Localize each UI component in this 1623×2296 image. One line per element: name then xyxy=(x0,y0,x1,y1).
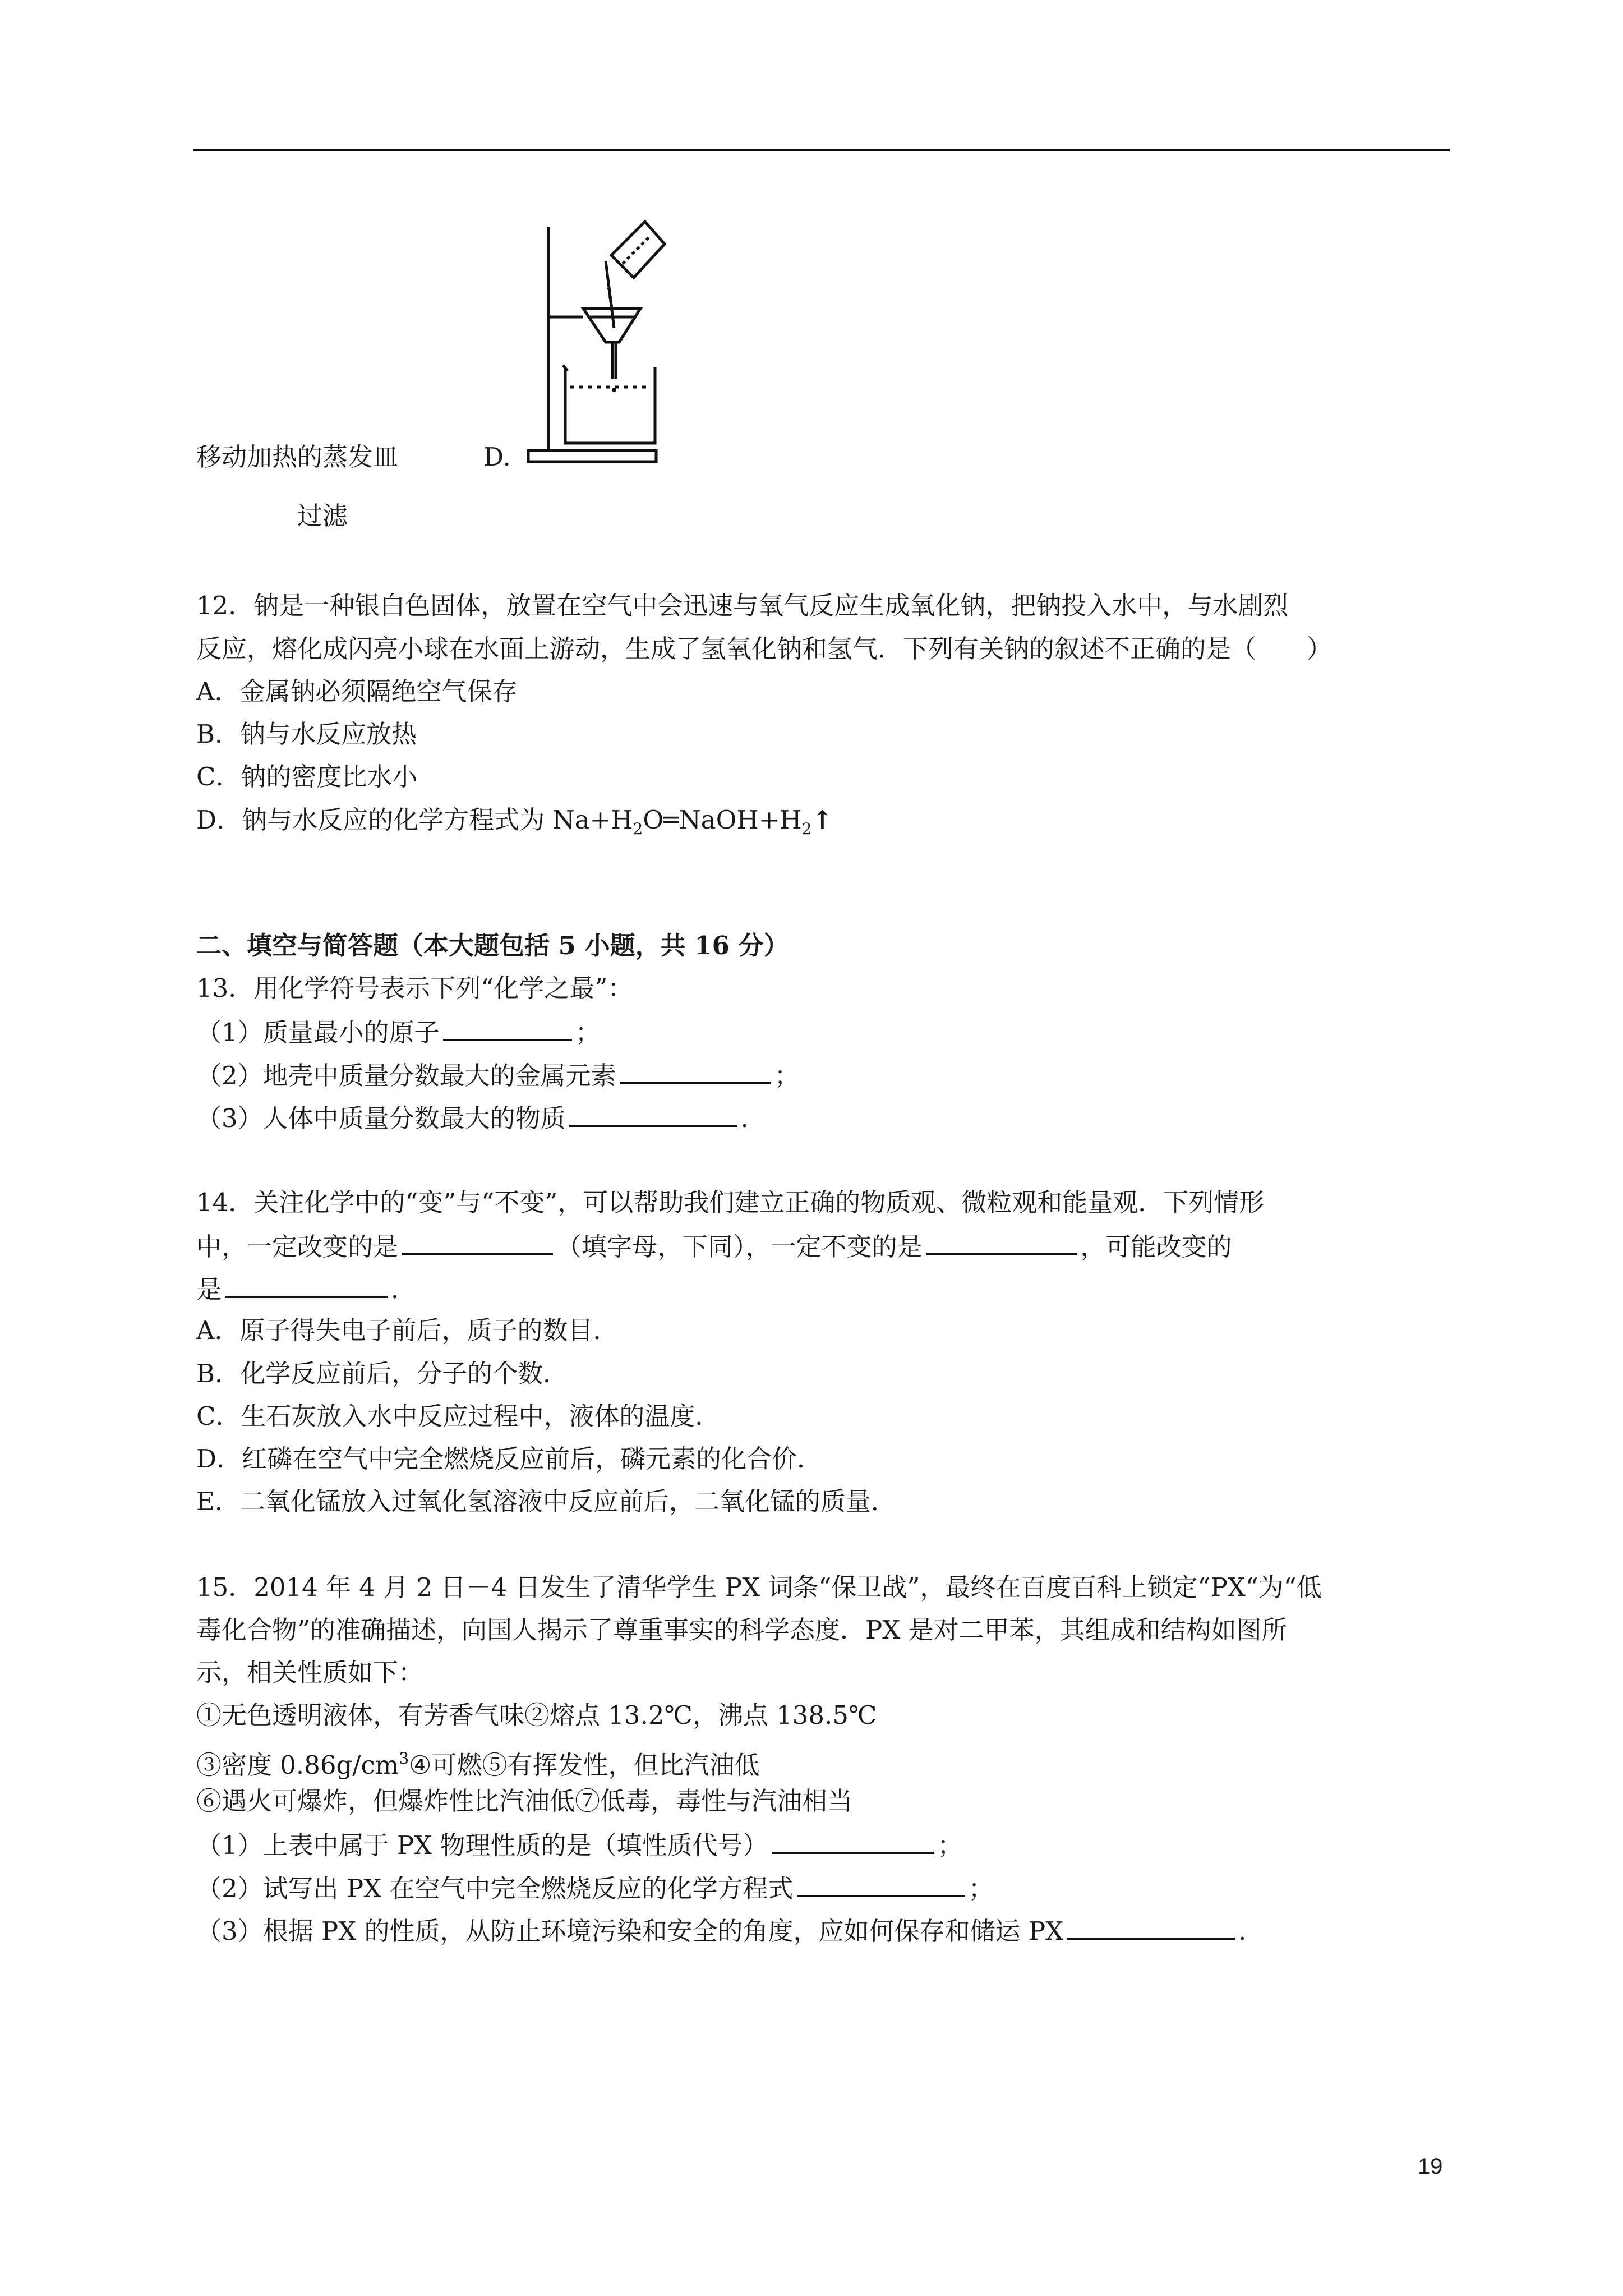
q13-item3 xyxy=(196,1100,766,1135)
header-rule xyxy=(193,149,1450,151)
q12-option-d-arrow: ↑ xyxy=(811,805,833,835)
q11-option-d-caption: 过滤 xyxy=(297,501,348,531)
answer-blank[interactable] xyxy=(402,1228,553,1255)
q13-stem: 13．用化学符号表示下列“化学之最”： xyxy=(196,973,633,1003)
answer-blank[interactable] xyxy=(772,1827,934,1854)
q15-item2-text: （2）试写出 PX 在空气中完全燃烧反应的化学方程式 xyxy=(196,1874,794,1903)
q14-option-c: C．生石灰放入水中反应过程中，液体的温度． xyxy=(196,1401,721,1431)
q15-prop2 xyxy=(196,1742,760,1782)
q13-item3-text: （3）人体中质量分数最大的物质 xyxy=(196,1103,566,1133)
q15-item3-text: （3）根据 PX 的性质，从防止环境污染和安全的角度，应如何保存和储运 PX xyxy=(196,1916,1064,1946)
q15-prop1: ①无色透明液体，有芳香气味②熔点 13.2℃，沸点 138.5℃ xyxy=(196,1700,877,1730)
q15-item2-end: ； xyxy=(968,1874,994,1903)
q15-item1-end: ； xyxy=(937,1830,963,1860)
q12-option-b: B．钠与水反应放热 xyxy=(196,719,417,749)
q15-prop3: ⑥遇火可爆炸，但爆炸性比汽油低⑦低毒，毒性与汽油相当 xyxy=(196,1786,853,1816)
answer-blank[interactable] xyxy=(225,1271,388,1298)
q11-option-d-label: D. xyxy=(483,442,511,472)
page-number: 19 xyxy=(1418,2154,1443,2179)
q11-option-c-tail: 移动加热的蒸发皿 xyxy=(196,442,399,472)
section2-title: 二、填空与简答题（本大题包括 5 小题，共 16 分） xyxy=(196,931,789,960)
q13-item2 xyxy=(196,1057,800,1093)
q14-stem-line2-b: （填字母，下同），一定不变的是 xyxy=(556,1232,923,1262)
filtration-apparatus-figure xyxy=(494,210,673,468)
q13-item1 xyxy=(196,1014,601,1050)
q13-item2-text: （2）地壳中质量分数最大的金属元素 xyxy=(196,1061,616,1091)
q12-option-d-mid: O═NaOH+H xyxy=(643,805,802,835)
q12-option-d xyxy=(196,803,833,846)
q14-stem-line3-end: ． xyxy=(391,1274,417,1304)
q12-option-d-sub1: 2 xyxy=(633,820,643,838)
q15-item3-end: ． xyxy=(1238,1916,1264,1946)
q14-stem-line3-a: 是 xyxy=(196,1274,222,1304)
q15-prop2-sup: 3 xyxy=(399,1749,409,1768)
q15-prop2-b: ④可燃⑤有挥发性，但比汽油低 xyxy=(409,1750,760,1780)
q14-stem-line2 xyxy=(196,1228,1232,1264)
q14-option-d: D．红磷在空气中完全燃烧反应前后，磷元素的化合价． xyxy=(196,1444,823,1474)
q14-stem-line2-c: ，可能改变的 xyxy=(1080,1232,1232,1262)
q12-option-c: C．钠的密度比水小 xyxy=(196,762,418,792)
q15-prop2-a: ③密度 0.86g/cm xyxy=(196,1750,399,1780)
q15-item3 xyxy=(196,1913,1264,1948)
q13-item1-text: （1）质量最小的原子 xyxy=(196,1018,440,1047)
q13-item3-end: ． xyxy=(740,1103,766,1133)
q12-option-a: A．金属钠必须隔绝空气保存 xyxy=(196,677,518,706)
q14-stem-line3 xyxy=(196,1271,416,1306)
q15-item1 xyxy=(196,1827,963,1862)
q13-item1-end: ； xyxy=(575,1018,601,1047)
q15-stem-line3: 示，相关性质如下： xyxy=(196,1658,424,1687)
answer-blank[interactable] xyxy=(443,1014,572,1041)
q14-stem-line2-a: 中，一定改变的是 xyxy=(196,1232,399,1262)
answer-blank[interactable] xyxy=(620,1057,771,1084)
q12-stem-line2: 反应，熔化成闪亮小球在水面上游动，生成了氢氧化钠和氢气．下列有关钠的叙述不正确的是（ ） xyxy=(196,634,1332,664)
q15-stem-line2: 毒化合物”的准确描述，向国人揭示了尊重事实的科学态度．PX 是对二甲苯，其组成和结构如图所 xyxy=(196,1615,1287,1645)
answer-blank[interactable] xyxy=(926,1228,1077,1255)
q14-option-e: E．二氧化锰放入过氧化氢溶液中反应前后，二氧化锰的质量． xyxy=(196,1487,896,1516)
q14-option-a: A．原子得失电子前后，质子的数目． xyxy=(196,1315,619,1345)
q12-option-d-sub2: 2 xyxy=(801,820,812,838)
q15-item2 xyxy=(196,1870,994,1906)
answer-blank[interactable] xyxy=(797,1870,965,1897)
q12-option-d-prefix: D．钠与水反应的化学方程式为 Na+H xyxy=(196,805,633,835)
q14-stem-line1: 14．关注化学中的“变”与“不变”，可以帮助我们建立正确的物质观、微粒观和能量观．下列情形 xyxy=(196,1188,1265,1217)
answer-blank[interactable] xyxy=(569,1100,737,1127)
q15-item1-text: （1）上表中属于 PX 物理性质的是（填性质代号） xyxy=(196,1830,768,1860)
q12-stem-line1: 12．钠是一种银白色固体，放置在空气中会迅速与氧气反应生成氧化钠，把钠投入水中，与水剧烈 xyxy=(196,591,1289,620)
q13-item2-end: ； xyxy=(774,1061,800,1091)
q14-option-b: B．化学反应前后，分子的个数． xyxy=(196,1359,569,1388)
q15-stem-line1: 15．2014 年 4 月 2 日－4 日发生了清华学生 PX 词条“保卫战”，最终在百度百科上锁定“PX“为“低 xyxy=(196,1572,1322,1602)
answer-blank[interactable] xyxy=(1067,1913,1235,1940)
